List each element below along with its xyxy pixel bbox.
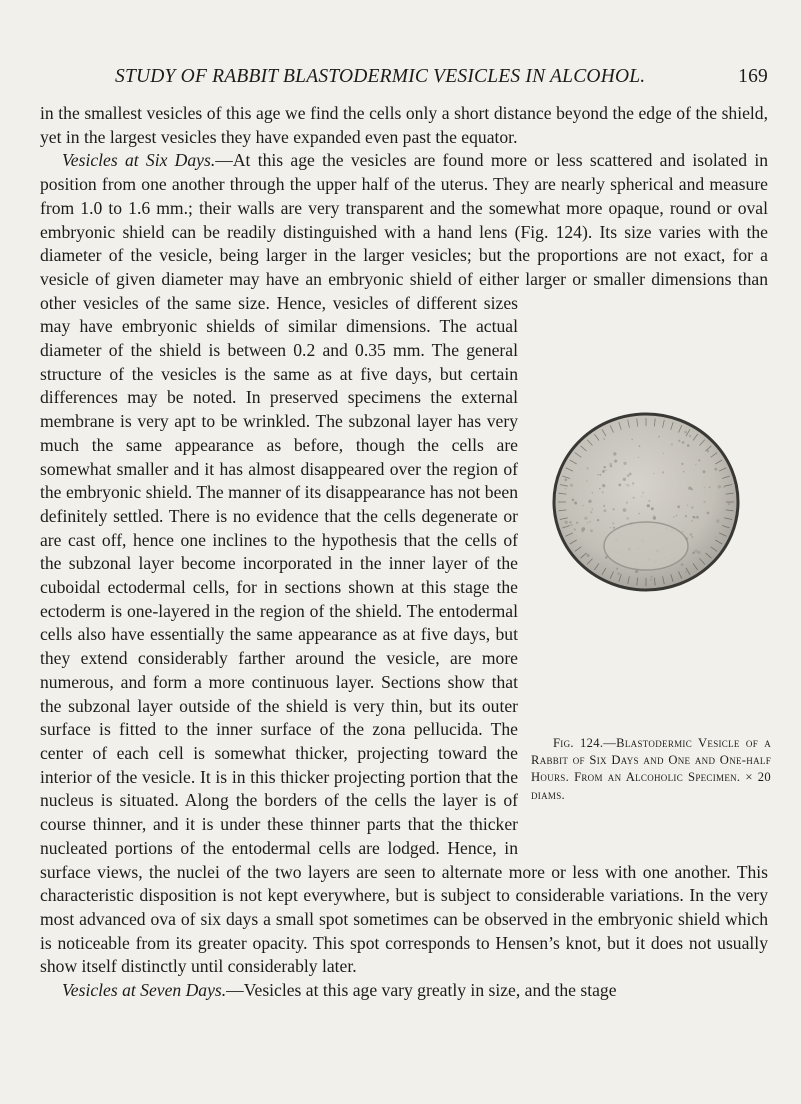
speckle-dot — [687, 444, 690, 447]
paragraph-six-days-text-continued: Hence, vesicles of different sizes may have embryonic shields of similar dimensions. The actual diameter of the shield is between 0.2 and 0.35 mm. The general structure of the vesicles is the same as at five days, but certain differences may be noted. In preserved specimens the external membrane is very apt to be wrinkled. The subzonal layer has very much the same appearance as before, though the cells are somewhat smaller and it has almost disappeared over the region of the embryonic shield. The manner of its disappearance has not been definitely settled. There is no evidence that the cells degenerate or are cast off, hence one inclines to the hypothesis that the cells of the subzonal layer become incorporated in the inner layer of the cuboidal ectodermal cells, for in sections shown at this stage the ectoderm is one-layered in the region of the shield. The entodermal cells also have essentially the same appearance as at five days, but they extend considerably farther around the vesicle, are more numerous, and form a more continuous layer. Sections show that the subzonal layer outside of the shield is very thin, but its outer surface is fitted to the inner surface of the zona pellucida. The center of each cell is somewhat thicker, projecting toward the interior of the vesicle. It is in this thicker projecting portion that the nucleus is situated. Along the borders of the cells the layer is of course thinner, and it is under these thinner parts that the thicker nucleated portions of the entodermal cells are lodged. Hence, in surface views, the nuclei of the two layers are seen to alternate more or less with one another. This characteristic disposition is not kept everywhere, but is subject to considerable variations. In the very most advanced ova of six days a small spot sometimes can be observed in the embryonic shield which is noticeable from its greater opacity. This spot corresponds to Hensen’s knot, but it does not usually show itself distinctly until considerably later. — [40, 292, 768, 977]
speckle-dot — [617, 572, 620, 575]
speckle-dot — [626, 501, 628, 503]
speckle-dot — [690, 533, 693, 536]
speckle-dot — [716, 519, 720, 523]
speckle-dot — [564, 478, 567, 481]
speckle-dot — [704, 487, 705, 488]
speckle-dot — [673, 516, 675, 518]
speckle-dot — [650, 579, 652, 581]
speckle-dot — [698, 459, 700, 461]
speckle-dot — [574, 528, 576, 530]
speckle-dot — [623, 508, 627, 512]
speckle-dot — [692, 551, 695, 554]
figure-caption-text: Fig. 124.—Blastodermic Vesicle of a Rabbit of Six Days and One and One-half Hours. From an Alcoholic Specimen. × 20 diams. — [531, 735, 771, 802]
speckle-dot — [623, 461, 626, 464]
speckle-dot — [653, 514, 654, 515]
speckle-dot — [650, 575, 652, 577]
speckle-dot — [682, 531, 683, 532]
speckle-dot — [629, 472, 632, 475]
speckle-dot — [691, 519, 693, 521]
speckle-dot — [627, 474, 630, 477]
speckle-dot — [609, 463, 612, 466]
speckle-dot — [622, 578, 623, 579]
speckle-dot — [692, 516, 694, 518]
paragraph-seven-days — [40, 979, 768, 1003]
speckle-dot — [587, 522, 588, 523]
speckle-dot — [618, 483, 621, 486]
speckle-dot — [610, 527, 611, 528]
speckle-dot — [714, 467, 717, 470]
paragraph-six-days-text: —At this age the vesicles are found more or less scattered and isolated in position from one another through the upper half of the uterus. They are nearly spherical and measure from 1.0 to 1.6 mm.; their walls are very transparent and the somewhat more opaque, round or oval embryonic shield can be readily distinguished with a hand lens (Fig. 124). Its size varies with the diameter of the vesicle, being larger in the larger vesicles; but the proportions are not exact, for a vesicle of given diameter may have an embryonic shield of either larger or smaller dimensions than other vesicles of the same size. — [40, 150, 769, 313]
speckle-dot — [663, 452, 664, 453]
speckle-dot — [681, 462, 683, 464]
speckle-dot — [586, 467, 588, 469]
speckle-dot — [685, 515, 687, 517]
speckle-dot — [641, 495, 642, 496]
speckle-dot — [592, 492, 593, 493]
speckle-dot — [678, 439, 680, 441]
page-header — [40, 66, 768, 96]
section-heading-six-days: Vesicles at Six Days. — [62, 150, 216, 171]
speckle-dot — [728, 502, 731, 505]
speckle-dot — [662, 471, 664, 473]
speckle-dot — [648, 500, 650, 502]
speckle-dot — [718, 485, 721, 488]
speckle-dot — [586, 480, 587, 481]
speckle-dot — [631, 438, 633, 440]
speckle-dot — [597, 519, 599, 521]
speckle-dot — [600, 473, 602, 475]
speckle-dot — [602, 470, 605, 473]
speckle-dot — [614, 459, 617, 462]
speckle-dot — [627, 484, 629, 486]
speckle-dot — [605, 469, 606, 470]
speckle-dot — [653, 472, 655, 474]
speckle-dot — [653, 516, 656, 519]
speckle-dot — [570, 483, 573, 486]
speckle-dot — [694, 549, 697, 552]
speckle-dot — [603, 438, 605, 440]
speckle-dot — [642, 492, 644, 494]
speckle-dot — [682, 441, 685, 444]
speckle-dot — [651, 507, 654, 510]
vesicle-drawing — [528, 396, 768, 608]
speckle-dot — [592, 508, 593, 509]
speckle-dot — [696, 515, 699, 518]
speckle-dot — [639, 445, 641, 447]
speckle-dot — [603, 509, 606, 512]
speckle-dot — [604, 466, 606, 468]
speckle-dot — [569, 521, 572, 524]
speckle-dot — [639, 513, 640, 514]
speckle-dot — [707, 511, 710, 514]
speckle-dot — [590, 529, 593, 532]
speckle-dot — [687, 504, 688, 505]
speckle-dot — [671, 443, 673, 445]
body-text — [40, 102, 771, 1003]
speckle-dot — [584, 516, 587, 519]
speckle-dot — [697, 550, 700, 553]
figure-caption — [531, 735, 771, 805]
speckle-dot — [623, 477, 626, 480]
speckle-dot — [635, 570, 638, 573]
speckle-dot — [565, 487, 566, 488]
figure-124 — [528, 288, 771, 842]
speckle-dot — [597, 474, 598, 475]
speckle-dot — [703, 500, 705, 502]
speckle-dot — [695, 464, 696, 465]
speckle-dot — [626, 517, 628, 519]
running-title: STUDY OF RABBIT BLASTODERMIC VESICLES IN ALCOHOL. — [115, 66, 646, 87]
speckle-dot — [589, 521, 590, 522]
speckle-dot — [681, 563, 684, 566]
speckle-dot — [638, 456, 639, 457]
vesicle-illustration — [528, 396, 768, 608]
speckle-dot — [588, 499, 591, 502]
speckle-dot — [626, 484, 627, 485]
speckle-dot — [691, 506, 694, 509]
speckle-dot — [677, 505, 680, 508]
speckle-dot — [613, 526, 615, 528]
speckle-dot — [603, 504, 605, 506]
speckle-dot — [565, 520, 568, 523]
speckle-dot — [684, 430, 687, 433]
speckle-dot — [688, 486, 691, 489]
speckle-dot — [616, 567, 618, 569]
paragraph-continuation: in the smallest vesicles of this age we find the cells only a short distance beyond the edge of the shield, yet in the largest vesicles they have expanded even past the equator. — [40, 103, 768, 147]
speckle-dot — [632, 482, 634, 484]
speckle-dot — [613, 452, 616, 455]
speckle-dot — [689, 435, 691, 437]
speckle-dot — [707, 450, 709, 452]
speckle-dot — [703, 470, 706, 473]
page-number: 169 — [738, 66, 768, 87]
speckle-dot — [715, 536, 716, 537]
speckle-dot — [576, 521, 578, 523]
speckle-dot — [574, 501, 577, 504]
speckle-dot — [581, 529, 584, 532]
speckle-dot — [602, 484, 605, 487]
speckle-dot — [587, 554, 590, 557]
speckle-dot — [613, 508, 615, 510]
paragraph-six-days — [40, 149, 771, 979]
paragraph-seven-days-text: —Vesicles at this age vary greatly in size, and the stage — [226, 980, 617, 1001]
speckle-dot — [583, 505, 584, 506]
section-heading-seven-days: Vesicles at Seven Days. — [62, 980, 227, 1001]
speckle-dot — [633, 496, 635, 498]
speckle-dot — [572, 498, 575, 501]
speckle-dot — [571, 524, 573, 526]
speckle-dot — [683, 470, 685, 472]
speckle-dot — [599, 487, 601, 489]
speckle-dot — [658, 435, 660, 437]
speckle-dot — [676, 515, 677, 516]
embryonic-shield — [604, 522, 688, 570]
speckle-dot — [590, 511, 592, 513]
speckle-dot — [691, 536, 693, 538]
speckle-dot — [602, 491, 604, 493]
speckle-dot — [709, 486, 711, 488]
speckle-dot — [612, 522, 614, 524]
speckle-dot — [685, 570, 687, 572]
speckle-dot — [647, 504, 650, 507]
